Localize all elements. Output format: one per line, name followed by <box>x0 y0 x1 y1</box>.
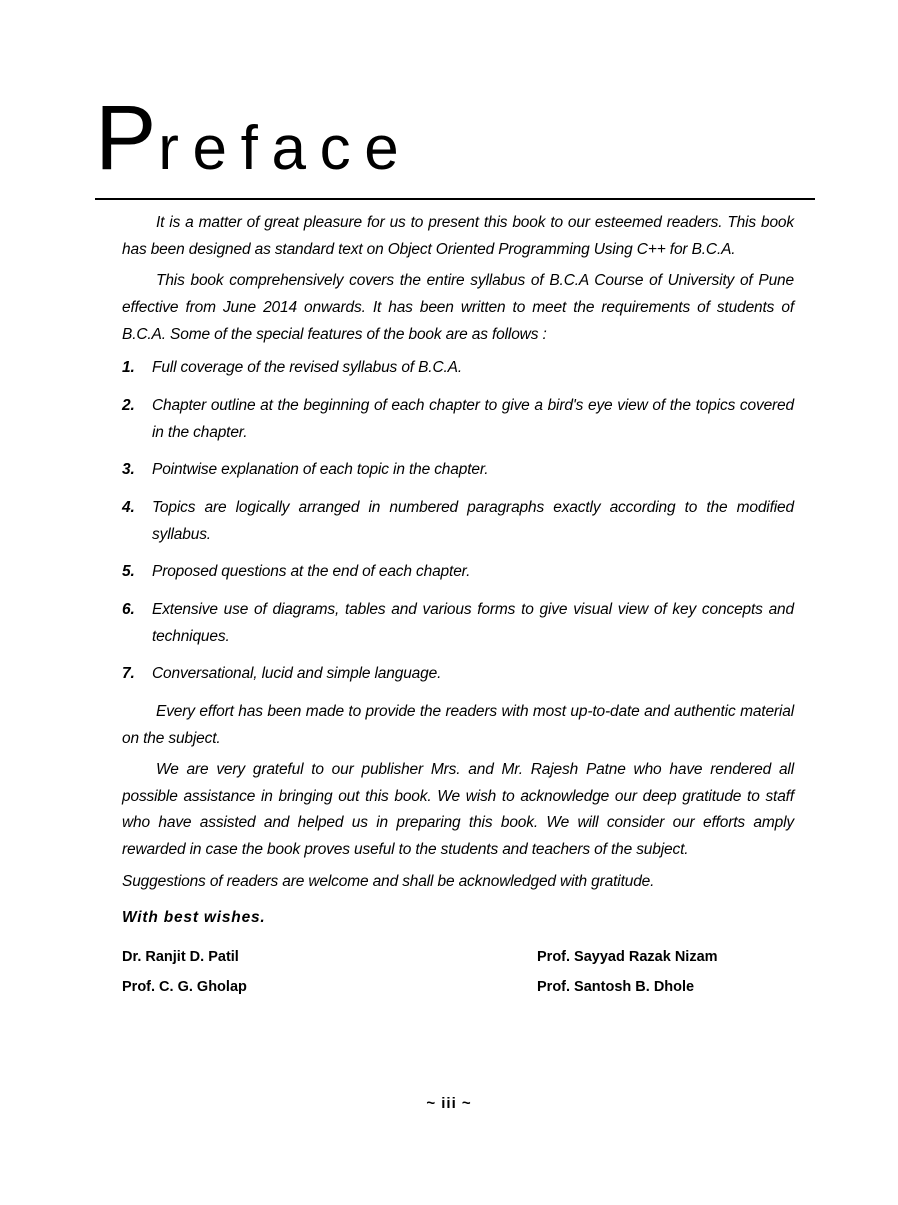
preface-body <box>122 210 794 1009</box>
list-item <box>122 495 794 548</box>
list-item-text: Conversational, lucid and simple language. <box>152 665 442 683</box>
signatures <box>122 949 794 995</box>
features-list <box>122 355 794 688</box>
title-remainder: reface <box>158 114 413 183</box>
list-item-number: 3. <box>122 461 135 479</box>
list-item-text: Full coverage of the revised syllabus of B.C.A. <box>152 359 462 377</box>
signature-name: Dr. Ranjit D. Patil <box>122 949 239 966</box>
list-item-text: Proposed questions at the end of each chapter. <box>152 563 471 581</box>
list-item-text: Pointwise explanation of each topic in the chapter. <box>152 461 489 479</box>
list-item <box>122 559 794 586</box>
intro-paragraph-1: It is a matter of great pleasure for us to present this book to our esteemed readers. This book has been designed as standard text on Object Oriented Programming Using C++ for B.C.A. <box>122 214 794 258</box>
sign-off-line: With best wishes. <box>122 909 266 927</box>
signature-name: Prof. Santosh B. Dhole <box>537 979 695 996</box>
list-item <box>122 597 794 650</box>
closing-paragraph-1: Every effort has been made to provide the readers with most up-to-date and authentic material on the subject. <box>122 702 794 747</box>
list-item <box>122 457 794 484</box>
list-item-number: 1. <box>122 359 135 377</box>
title-drop-cap: P <box>95 87 159 189</box>
page-title-text <box>95 87 815 189</box>
suggestions-note: Suggestions of readers are welcome and shall be acknowledged with gratitude. <box>122 872 655 890</box>
page-number: ~ iii ~ <box>426 1095 472 1112</box>
list-item <box>122 393 794 446</box>
intro-paragraph-2: This book comprehensively covers the entire syllabus of B.C.A Course of University of Pune effective from June 2014 onwards. It has been written to meet the requirements of students of B.C.A. Some of the special features of the book are as follows : <box>122 272 794 343</box>
list-item-number: 5. <box>122 563 135 581</box>
list-item-text: Extensive use of diagrams, tables and various forms to give visual view of key concepts and techniques. <box>152 600 794 645</box>
list-item-text: Topics are logically arranged in numbered paragraphs exactly according to the modified syllabus. <box>152 498 794 543</box>
signature-name: Prof. Sayyad Razak Nizam <box>537 949 718 966</box>
signature-row <box>122 979 794 995</box>
list-item-number: 2. <box>122 396 135 414</box>
title-divider <box>95 198 815 200</box>
list-item-text: Chapter outline at the beginning of each chapter to give a bird's eye view of the topics covered in the chapter. <box>152 396 794 441</box>
list-item-number: 4. <box>122 498 135 516</box>
list-item <box>122 355 794 382</box>
signature-name: Prof. C. G. Gholap <box>122 979 247 996</box>
closing-paragraph-2: We are very grateful to our publisher Mrs. and Mr. Rajesh Patne who have rendered all possible assistance in bringing out this book. We wish to acknowledge our deep gratitude to staff who have assisted and helped us in preparing this book. We will consider our efforts amply rewarded in case the book proves useful to the students and teachers of the subject. <box>122 761 794 859</box>
list-item <box>122 661 794 688</box>
list-item-number: 6. <box>122 600 135 618</box>
page-title <box>95 87 815 189</box>
list-item-number: 7. <box>122 665 135 683</box>
signature-row <box>122 949 794 965</box>
